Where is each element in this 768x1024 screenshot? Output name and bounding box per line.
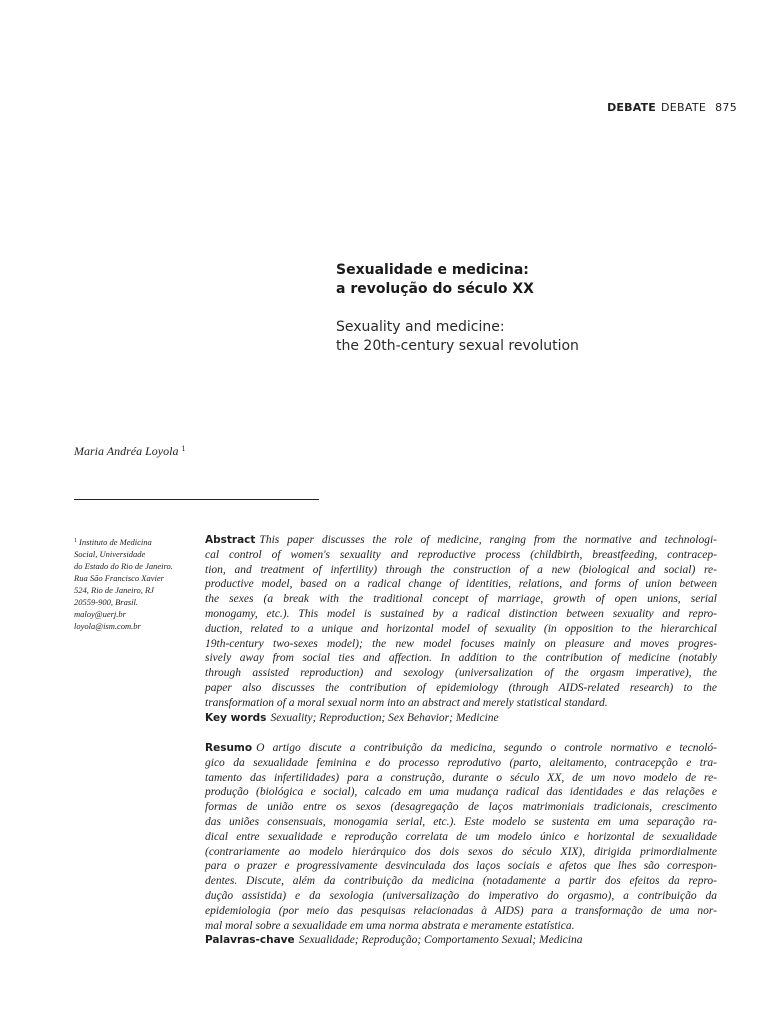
divider-rule (74, 499, 319, 500)
abstract-line: transformation of a moral sexual norm into an abstract and merely statistical standard. (205, 696, 608, 709)
resumo-line: produção (biológica e social), calcado em uma mudança radical das identidades e das relações e (205, 786, 717, 799)
affiliation-line: 524, Rio de Janeiro, RJ (74, 585, 154, 595)
affiliation-footnote-mark: 1 (74, 538, 77, 544)
abstract-line: 19th-century two-sexes model); the new model focuses mainly on pleasure and moves progres- (205, 637, 717, 650)
author-line (74, 444, 185, 459)
resumo-line: dentes. Discute, além da contribuição da medicina (notadamente a partir dos efeitos da repro- (205, 875, 717, 888)
abstract-line: through assisted reproduction) and sexology (universalization of the orgasm imperative), the (205, 667, 717, 680)
resumo-line: Resumo O artigo discute a contribuição da medicina, segundo o controle normativo e tecnoló- (205, 742, 717, 754)
author-affiliation (74, 535, 204, 632)
resumo-line: mal moral sobre a sexualidade em uma norma abstrata e meramente estatística. (205, 919, 575, 932)
resumo-line: das uniões consensuais, monogamia serial, etc.). Este modelo se sustenta em uma separação ra- (205, 815, 717, 828)
abstract-line: productive model, based on a radical change of identities, relations, and forms of union between (205, 578, 717, 591)
title-pt-line: a revolução do século XX (336, 281, 534, 297)
keywords-line (205, 711, 717, 726)
affiliation-line: 20559-900, Brasil. (74, 597, 138, 607)
abstract-line: cal control of women's sexuality and reproductive process (childbirth, breastfeeding, contracep- (205, 548, 717, 561)
affiliation-email[interactable]: loyola@ism.com.br (74, 621, 141, 631)
affiliation-line: do Estado do Rio de Janeiro. (74, 561, 173, 571)
resumo-line: (contrariamente ao modelo hierárquico dos dois sexos do século XIX), dirigida primordialmente (205, 845, 717, 858)
palavras-chave-label: Palavras-chave (205, 934, 295, 947)
abstract-line: monogamy, etc.). This model is sustained by a radical distinction between sexuality and repro- (205, 607, 717, 620)
running-header (607, 101, 737, 114)
affiliation-line: $^1$ Instituto de Medicina (74, 537, 152, 547)
section-label: DEBATE (607, 101, 656, 114)
abstract-line: tion, and treatment of infertility) through the construction of a new (biological and social) re- (205, 563, 717, 576)
resumo-line: epidemiologia (por meio das pesquisas relacionadas à AIDS) para a transformação de uma nor- (205, 904, 717, 917)
abstract-line: duction, related to a unique and horizontal model of sexuality (in opposition to the hierarchical (205, 622, 717, 635)
abstract-line: paper also discusses the contribution of epidemiology (through AIDS-related research) to the (205, 681, 717, 694)
resumo-line: para o prazer e progressivamente desvinculada dos laços sociais e afetos que lhes são correspon- (205, 860, 717, 873)
affiliation-email[interactable]: maloy@uerj.br (74, 609, 126, 619)
title-pt-line: Sexualidade e medicina: (336, 262, 529, 278)
title-portuguese (336, 261, 736, 299)
abstract-label: Abstract (205, 534, 256, 546)
abstract-line: sively away from social ties and affection. In addition to the contribution of medicine (notably (205, 652, 717, 665)
abstract-line: Abstract This paper discusses the role of medicine, ranging from the normative and technologi- (205, 534, 717, 546)
resumo-line: gico da sexualidade feminina e do processo reprodutivo (parto, aleitamento, contracepção e tra- (205, 756, 717, 769)
section-label-secondary: DEBATE (660, 101, 707, 114)
author-name: Maria Andréa Loyola (74, 444, 179, 458)
keywords-label: Key words (205, 711, 267, 724)
resumo-label: Resumo (205, 742, 253, 754)
resumo-line: dução assistida) e da sexologia (universalização do imperativo do orgasmo), a contribuição da (205, 889, 717, 902)
author-footnote-mark: 1 (181, 444, 186, 453)
article-titles (336, 261, 736, 356)
affiliation-line: Social, Universidade (74, 549, 146, 559)
resumo-block (205, 741, 717, 948)
page-number: 875 (715, 101, 737, 114)
palavras-chave-line (205, 933, 717, 948)
keywords-text: Sexuality; Reproduction; Sex Behavior; Medicine (270, 711, 499, 724)
title-en-line: Sexuality and medicine: (336, 319, 505, 335)
abstract-line: the sexes (a break with the traditional concept of marriage, growth of open unions, serial (205, 593, 717, 606)
title-en-line: the 20th-century sexual revolution (336, 338, 579, 354)
title-english (336, 318, 736, 356)
abstract-block (205, 533, 717, 725)
resumo-line: formas de união entre os sexos (desagregação de laços matrimoniais tradicionais, crescimento (205, 801, 717, 814)
affiliation-line: Rua São Francisco Xavier (74, 573, 164, 583)
palavras-chave-text: Sexualidade; Reprodução; Comportamento Sexual; Medicina (298, 934, 583, 947)
resumo-line: tamento das infertilidades) para a construção, durante o século XX, de um novo modelo de re- (205, 771, 717, 784)
resumo-line: dical entre sexualidade e reprodução correlata de um modelo único e horizontal de sexualidade (205, 830, 717, 843)
